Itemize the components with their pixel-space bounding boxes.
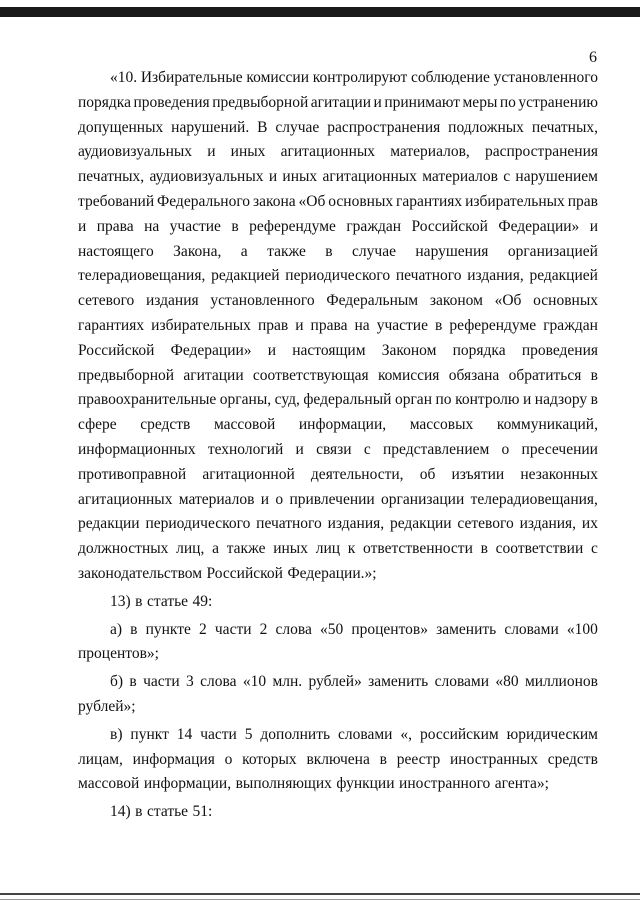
text-line: телерадиовещания, редакцией периодического печатного издания, редакцией <box>78 267 598 285</box>
text-line: настоящего Закона, а также в случае нарушения организацией <box>78 242 598 260</box>
text-line: лицам, информация о которых включена в реестр иностранных средств <box>78 750 598 768</box>
text-line: информационных технологий и связи с представлением о пресечении <box>78 440 598 458</box>
text-line: гарантиях избирательных прав и права на участие в референдуме граждан <box>78 316 598 334</box>
paragraph <box>78 723 598 797</box>
text-line: порядка проведения предвыборной агитации и принимают меры по устранению <box>78 93 598 111</box>
text-line: 14) в статье 51: <box>110 803 213 821</box>
text-line: редакции периодического печатного издания, редакции сетевого издания, их <box>78 515 598 533</box>
text-line: должностных лиц, а также иных лиц к ответственности в соответствии с <box>78 540 598 558</box>
paragraph <box>78 800 598 825</box>
document-body <box>78 66 598 825</box>
text-line: сфере средств массовой информации, массовых коммуникаций, <box>78 416 598 434</box>
text-line: законодательством Российской Федерации.»; <box>78 564 377 582</box>
text-line: в) пункт 14 части 5 дополнить словами «, российским юридическим <box>110 725 598 743</box>
text-line: а) в пункте 2 части 2 слова «50 процентов» заменить словами «100 <box>110 620 598 638</box>
text-line: 13) в статье 49: <box>110 592 213 610</box>
text-line: предвыборной агитации соответствующая комиссия обязана обратиться в <box>78 366 598 384</box>
text-line: противоправной агитационной деятельности, об изъятии незаконных <box>78 465 598 483</box>
page-number: 6 <box>589 49 597 66</box>
scan-bottom-edge <box>0 899 640 900</box>
text-line: б) в части 3 слова «10 млн. рублей» заменить словами «80 миллионов <box>110 673 598 691</box>
paragraph <box>78 66 598 587</box>
text-line: массовой информации, выполняющих функции иностранного агента»; <box>78 775 549 793</box>
text-line: Российской Федерации» и настоящим Законом порядка проведения <box>78 341 598 359</box>
paragraph <box>78 590 598 615</box>
text-line: рублей»; <box>78 697 136 715</box>
text-line: допущенных нарушений. В случае распространения подложных печатных, <box>78 118 598 136</box>
text-line: и права на участие в референдуме граждан Российской Федерации» и <box>78 217 598 235</box>
scan-top-border <box>0 7 640 17</box>
paragraph <box>78 670 598 720</box>
text-line: требований Федерального закона «Об основных гарантиях избирательных прав <box>78 192 598 210</box>
text-line: агитационных материалов и о привлечении организации телерадиовещания, <box>78 490 598 508</box>
text-line: аудиовизуальных и иных агитационных материалов, распространения <box>78 143 598 161</box>
paragraph <box>78 618 598 668</box>
text-line: печатных, аудиовизуальных и иных агитационных материалов с нарушением <box>78 168 598 186</box>
text-line: сетевого издания установленного Федеральным законом «Об основных <box>78 292 598 310</box>
text-line: правоохранительные органы, суд, федеральный орган по контролю и надзору в <box>78 391 598 409</box>
scan-bottom-border <box>0 893 640 895</box>
text-line: процентов»; <box>78 645 159 663</box>
text-line: «10. Избирательные комиссии контролируют соблюдение установленного <box>110 69 598 86</box>
